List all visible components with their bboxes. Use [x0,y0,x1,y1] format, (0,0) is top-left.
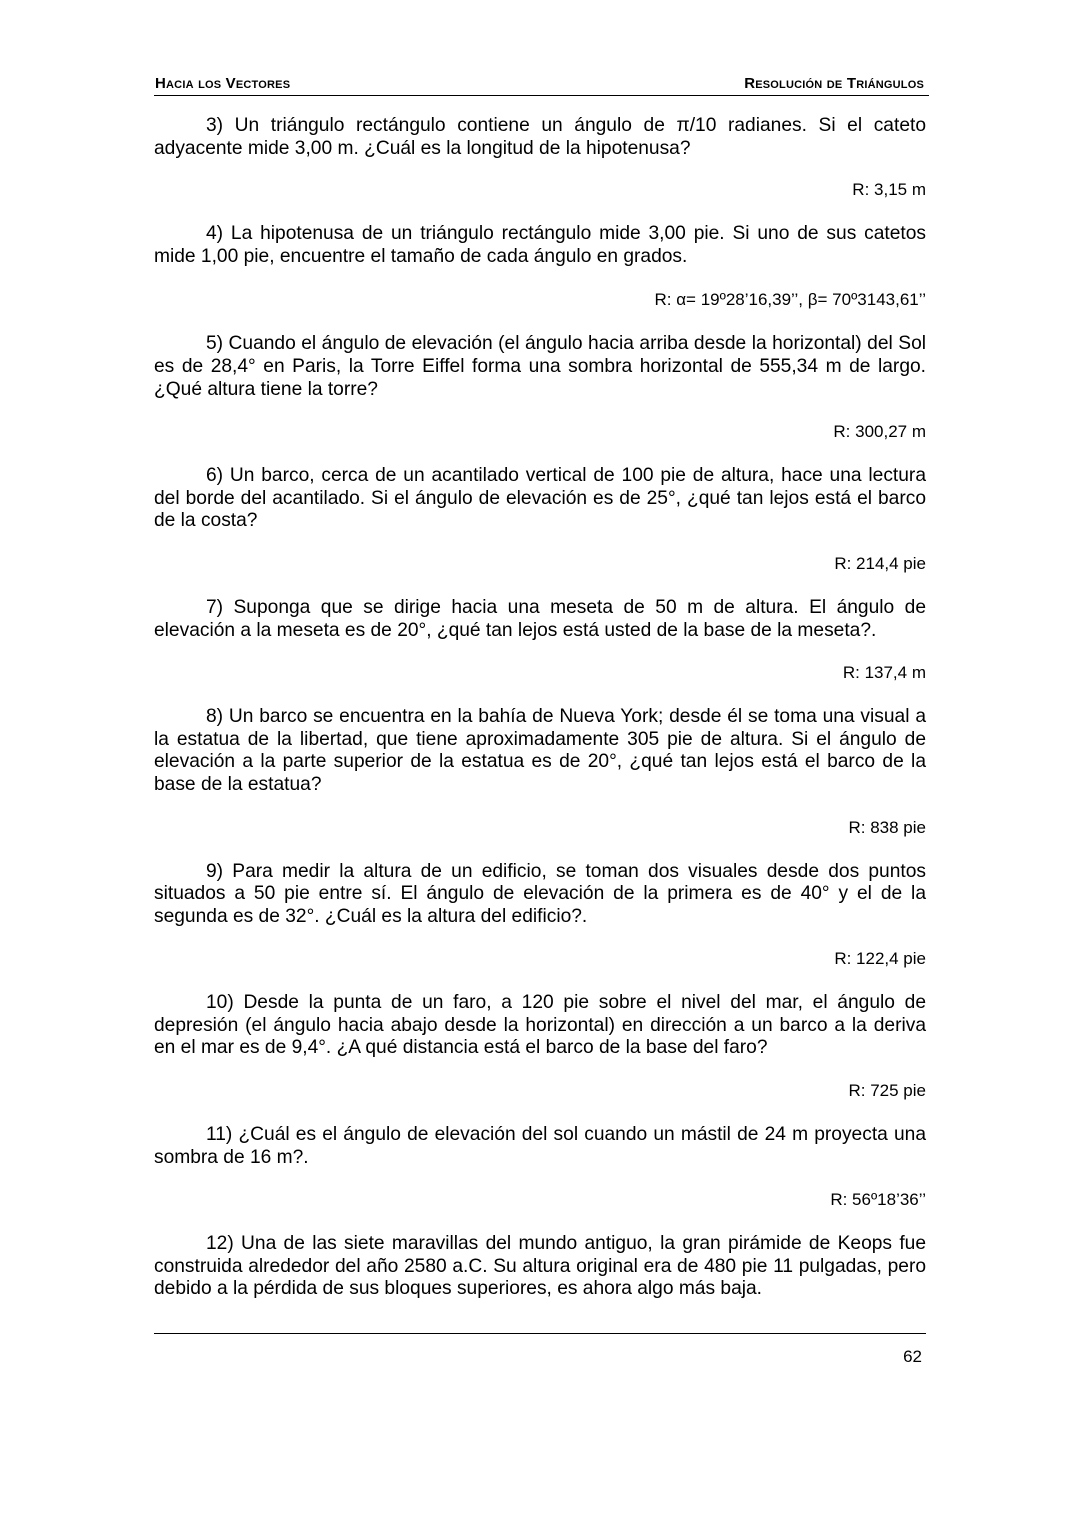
problem-8: 8) Un barco se encuentra en la bahía de Nueva York; desde él se toma una visual a la estatua de la libertad, que tiene aproximadamente 305 pie de altura. Si el ángulo de elevación a la parte superior de la estatua es de 20°, ¿qué tan lejos está el barco de la base de la estatua? [154,706,926,795]
page-number: 62 [903,1347,922,1366]
problem-11: 11) ¿Cuál es el ángulo de elevación del sol cuando un mástil de 24 m proyecta una sombra de 16 m?. [154,1124,926,1168]
problem-6: 6) Un barco, cerca de un acantilado vertical de 100 pie de altura, hace una lectura del borde del acantilado. Si el ángulo de elevación es de 25°, ¿qué tan lejos está el barco de la costa? [154,465,926,532]
problem-list [154,115,926,1301]
answer-4: R: α= 19º28’16,39’’, β= 70º3143,61’’ [654,290,926,310]
answer-5: R: 300,27 m [833,422,926,442]
problem-4: 4) La hipotenusa de un triángulo rectángulo mide 3,00 pie. Si uno de sus catetos mide 1,00 pie, encuentre el tamaño de cada ángulo en grados. [154,223,926,267]
answer-3: R: 3,15 m [852,180,926,200]
page-header [154,73,929,96]
header-chapter-title: Resolución de Triángulos [744,75,924,92]
answer-7: R: 137,4 m [842,663,926,683]
problem-3: 3) Un triángulo rectángulo contiene un ángulo de π/10 radianes. Si el cateto adyacente mide 3,00 m. ¿Cuál es la longitud de la hipotenusa? [154,115,926,159]
problem-10: 10) Desde la punta de un faro, a 120 pie sobre el nivel del mar, el ángulo de depresión (el ángulo hacia abajo desde la horizontal) en dirección a un barco a la deriva en el mar es de 9,4°. ¿A qué distancia está el barco de la base del faro? [154,992,926,1059]
footer-divider [154,1333,926,1334]
problem-12: 12) Una de las siete maravillas del mundo antiguo, la gran pirámide de Keops fue construida alrededor del año 2580 a.C. Su altura original era de 480 pie 11 pulgadas, pero debido a la pérdida de sus bloques superiores, es ahora algo más baja. [154,1233,926,1300]
header-book-title: Hacia los Vectores [155,75,291,92]
problem-7: 7) Suponga que se dirige hacia una meseta de 50 m de altura. El ángulo de elevación a la meseta es de 20°, ¿qué tan lejos está usted de la base de la meseta?. [154,596,926,641]
answer-9: R: 122,4 pie [834,949,926,969]
problem-5: 5) Cuando el ángulo de elevación (el ángulo hacia arriba desde la horizontal) del Sol es de 28,4° en Paris, la Torre Eiffel forma una sombra horizontal de 555,34 m de largo. ¿Qué altura tiene la torre? [154,333,926,400]
answer-11: R: 56º18’36’’ [830,1190,926,1210]
answer-6: R: 214,4 pie [834,553,926,573]
answer-10: R: 725 pie [848,1081,926,1101]
problem-9: 9) Para medir la altura de un edificio, se toman dos visuales desde dos puntos situados a 50 pie entre sí. El ángulo de elevación de la primera es de 40° y el de la segunda es de 32°. ¿Cuál es la altura del edificio?. [154,860,926,927]
answer-8: R: 838 pie [848,817,926,837]
